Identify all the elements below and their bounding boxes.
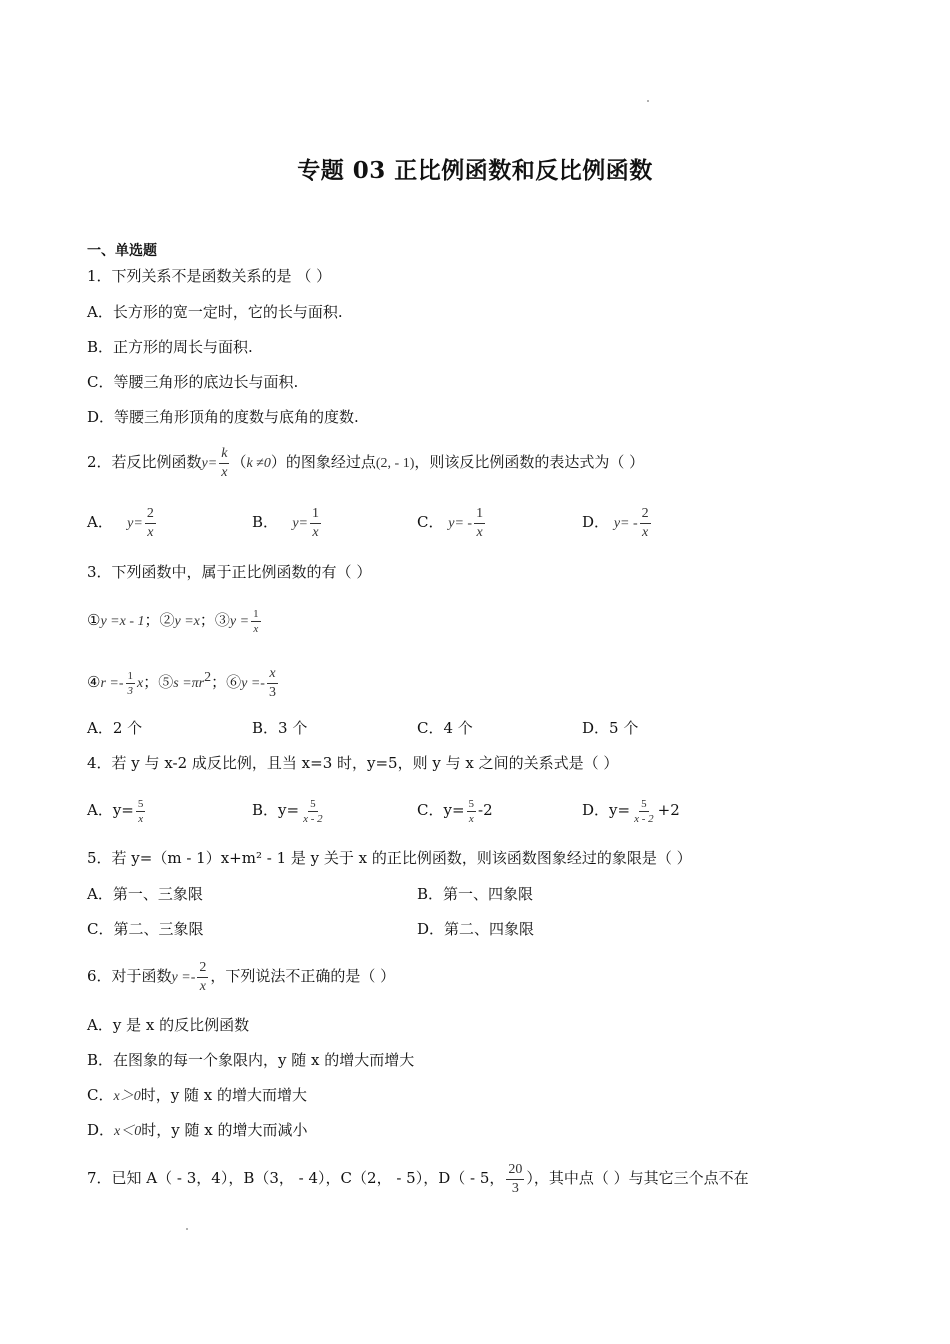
question-5-option-a: A．第一、三象限: [87, 885, 203, 903]
question-1-option-b: B．正方形的周长与面积.: [87, 338, 253, 356]
question-4-stem: 4．若 y 与 x-2 成反比例，且当 x=3 时，y=5，则 y 与 x 之间的关系式是（ ）: [87, 754, 619, 772]
question-4-option-b: B．y= $\frac{5}{x - 2}$: [252, 797, 323, 825]
question-3-functions-row-2: ④r =- $\frac{1}{3}$ x；⑤s $=\pi r^2$；⑥y =- $\frac{x}{3}$: [87, 665, 276, 700]
question-5-option-c: C．第二、三象限: [87, 920, 204, 938]
question-7-stem: 7．已知 A（ - 3，4），B（3， - 4），C（2， - 5），D（ - 5， $\frac{20}{3}$ ），其中点（ ）与其它三个点不在: [87, 1161, 749, 1196]
question-4-option-d: D．y= $\frac{5}{x - 2}$ +2: [582, 797, 680, 825]
question-3-stem: 3．下列函数中，属于正比例函数的有（ ）: [87, 563, 372, 581]
question-2-option-d: D． y= - $\frac{2}{x}$: [582, 505, 649, 540]
fraction-k-over-x: $\frac{k}{x}$: [221, 445, 228, 480]
question-4-option-c: C．y= $\frac{5}{x}$ -2: [417, 797, 493, 825]
question-5-option-b: B．第一、四象限: [417, 885, 534, 903]
question-3-option-c: C．4 个: [417, 719, 473, 737]
question-6-option-d: D．x＜0时，y 随 x 的增大而减小: [87, 1121, 308, 1139]
question-3-functions-row-1: ①y =x - 1；②y =x；③y = $\frac{1}{x}$: [87, 607, 259, 635]
question-3-option-d: D．5 个: [582, 719, 639, 737]
question-5-option-d: D．第二、四象限: [417, 920, 535, 938]
question-2-option-c: C． y= - $\frac{1}{x}$: [417, 505, 484, 540]
question-2-option-a: A． y= $\frac{2}{x}$: [87, 505, 154, 540]
question-1-option-d: D．等腰三角形顶角的度数与底角的度数.: [87, 408, 359, 426]
corner-mark: [647, 100, 649, 102]
question-5-stem: 5．若 y=（m - 1）x+m² - 1 是 y 关于 x 的正比例函数，则该函数图象经过的象限是（ ）: [87, 849, 692, 867]
section-heading: 一、单选题: [87, 243, 157, 259]
question-6-option-a: A．y 是 x 的反比例函数: [87, 1016, 250, 1034]
question-6-option-b: B．在图象的每一个象限内，y 随 x 的增大而增大: [87, 1051, 415, 1069]
page-title: 专题 03 正比例函数和反比例函数: [297, 157, 653, 184]
question-1-option-a: A．长方形的宽一定时，它的长与面积.: [87, 303, 343, 321]
question-2-option-b: B． y= $\frac{1}{x}$: [252, 505, 320, 540]
question-1-option-c: C．等腰三角形的底边长与面积.: [87, 373, 299, 391]
question-2-stem: 2．若反比例函数y= $\frac{k}{x}$ （k ≠0）的图象经过点(2, - 1)，则该反比例函数的表达式为（ ）: [87, 445, 645, 480]
question-4-option-a: A．y= $\frac{5}{x}$: [87, 797, 144, 825]
question-1-stem: 1．下列关系不是函数关系的是 （ ）: [87, 267, 332, 285]
question-3-option-b: B．3 个: [252, 719, 308, 737]
question-6-stem: 6．对于函数y =- $\frac{2}{x}$ ，下列说法不正确的是（ ）: [87, 959, 396, 994]
corner-mark: [186, 1228, 188, 1230]
question-6-option-c: C．x＞0时，y 随 x 的增大而增大: [87, 1086, 307, 1104]
question-3-option-a: A．2 个: [87, 719, 143, 737]
